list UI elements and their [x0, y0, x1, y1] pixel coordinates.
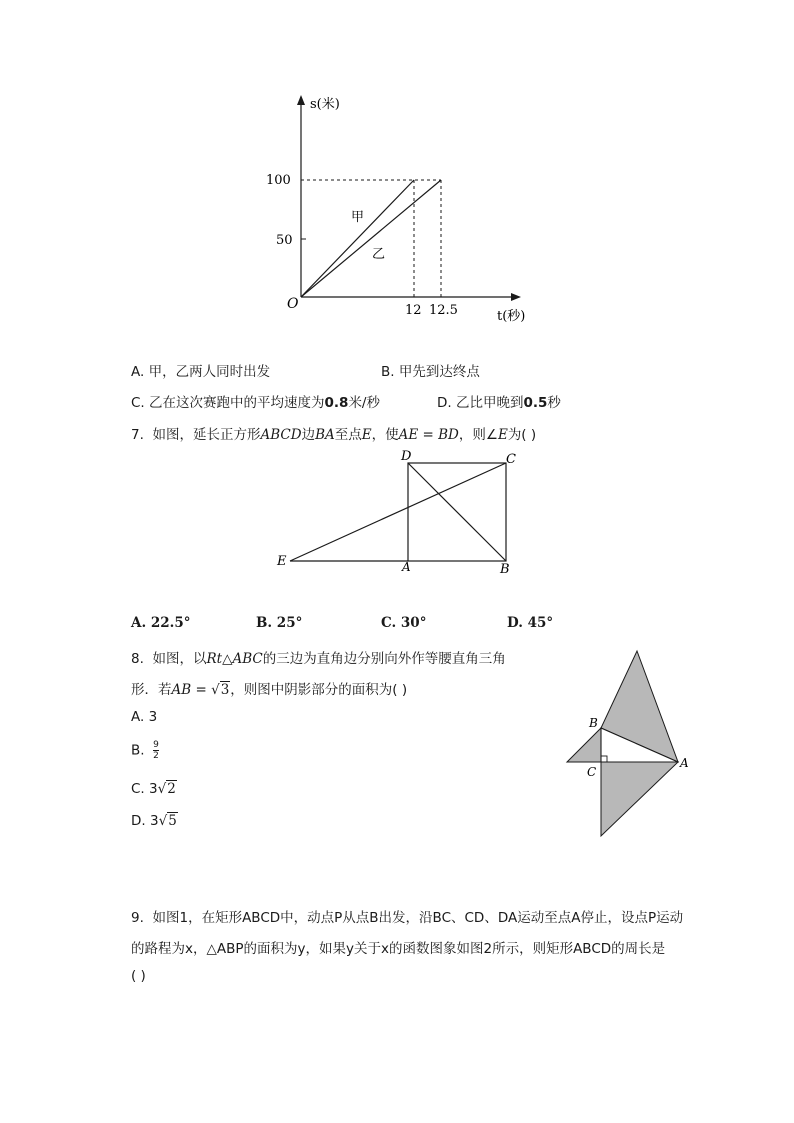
triangle-on-ca: [601, 762, 678, 836]
q6-d-suffix: 秒: [547, 395, 561, 411]
q8-option-b-fraction: [153, 740, 159, 761]
q8-frac-den: 2: [153, 751, 159, 761]
q8-option-c-sqrt: √2: [157, 781, 176, 797]
q6-c-prefix: C. 乙在这次赛跑中的平均速度为: [131, 395, 325, 411]
label-jia: 甲: [351, 210, 365, 225]
y-axis-label: s(米): [310, 97, 340, 112]
q8-stem-line2: [131, 678, 407, 698]
q8-stem-line1: [131, 647, 506, 667]
q8-text-1: 如图，以: [152, 651, 207, 667]
q7-point-e: E: [361, 427, 372, 443]
q8-text-4: ，则图中阴影部分的面积为( ): [230, 682, 408, 698]
q8-triangle: Rt△ABC: [206, 651, 263, 667]
q6-option-c: [131, 391, 380, 411]
q7-angle-e: E: [497, 427, 508, 443]
q6-c-suffix: 米/秒: [348, 395, 380, 411]
x-axis-arrow: [511, 293, 521, 301]
q7-text-5: ，则∠: [458, 427, 498, 443]
q8-frac-num: 9: [153, 740, 159, 750]
q6-d-prefix: D. 乙比甲晚到: [437, 395, 524, 411]
q8-option-b: [131, 740, 159, 761]
q7-text-2: 边: [301, 427, 316, 443]
segment-ec: [290, 463, 506, 561]
q7-option-a: A. 22.5°: [131, 615, 191, 631]
q8-triangles-figure: [560, 645, 695, 845]
diagonal-db: [408, 463, 506, 561]
label-A: A: [402, 560, 411, 574]
q8-option-d: [131, 813, 178, 829]
q7-option-d: D. 45°: [507, 615, 554, 631]
q7-text-1: 如图，延长正方形: [152, 427, 261, 443]
q9-stem-line3: ( ): [131, 968, 146, 984]
q7-side-ba: BA: [315, 427, 335, 443]
y-tick-50: 50: [276, 233, 293, 248]
q7-option-c: C. 30°: [381, 615, 427, 631]
q9-stem-line1: [131, 906, 683, 926]
q7-square-name: ABCD: [260, 427, 302, 443]
y-tick-100: 100: [266, 173, 291, 188]
label-yi: 乙: [372, 247, 386, 262]
st-graph-figure: [260, 90, 550, 330]
triangle-on-bc: [567, 728, 601, 762]
q7-text-4: ，使: [371, 427, 399, 443]
q7-stem: [131, 423, 536, 443]
label-A: A: [680, 756, 689, 770]
label-C: C: [506, 452, 516, 467]
q6-option-a: A. 甲，乙两人同时出发: [131, 364, 271, 380]
label-B: B: [589, 716, 598, 730]
q6-option-b: B. 甲先到达终点: [381, 364, 480, 380]
q8-option-b-label: B.: [131, 742, 145, 759]
q9-number: 9.: [131, 910, 144, 926]
q8-number: 8.: [131, 651, 144, 667]
origin-label: O: [287, 296, 299, 312]
x-tick-12-5: 12.5: [429, 303, 458, 318]
q8-option-d-sqrt: √5: [158, 813, 177, 829]
q6-c-value: 0.8: [324, 395, 349, 411]
q8-option-c: [131, 781, 177, 797]
label-D: D: [401, 449, 412, 464]
q8-sqrt: √3: [211, 682, 230, 698]
line-jia: [301, 180, 414, 297]
q8-sqrt-value: 3: [220, 682, 230, 698]
q8-text-3: 形．若: [131, 682, 172, 698]
label-B: B: [500, 562, 510, 577]
label-E: E: [277, 554, 287, 569]
q8-option-d-rad: 5: [168, 813, 177, 829]
q8-option-c-rad: 2: [167, 781, 176, 797]
q7-option-b: B. 25°: [256, 615, 303, 631]
x-tick-12: 12: [405, 303, 422, 318]
q6-option-d: [437, 391, 561, 411]
q7-equation: AE = BD: [398, 427, 459, 443]
q8-option-c-label: C. 3: [131, 781, 158, 797]
q6-d-value: 0.5: [523, 395, 548, 411]
y-axis-arrow: [297, 95, 305, 105]
q9-line-1: 如图1，在矩形ABCD中，动点P从点B出发，沿BC、CD、DA运动至点A停止，设点P运动: [152, 910, 684, 926]
x-axis-label: t(秒): [497, 309, 526, 324]
q7-text-3: 至点: [334, 427, 362, 443]
q8-text-2: 的三边为直角边分别向外作等腰直角三角: [262, 651, 506, 667]
q7-square-figure: [270, 445, 530, 580]
q8-ab: AB =: [171, 682, 212, 698]
q8-option-a: A. 3: [131, 709, 158, 725]
q7-text-6: 为( ): [507, 427, 537, 443]
q9-stem-line2: 的路程为x，△ABP的面积为y，如果y关于x的函数图象如图2所示，则矩形ABCD的周长是: [131, 941, 666, 957]
line-yi: [301, 180, 441, 297]
q8-option-d-label: D. 3: [131, 813, 159, 829]
label-C: C: [587, 765, 597, 779]
q7-number: 7.: [131, 427, 144, 443]
